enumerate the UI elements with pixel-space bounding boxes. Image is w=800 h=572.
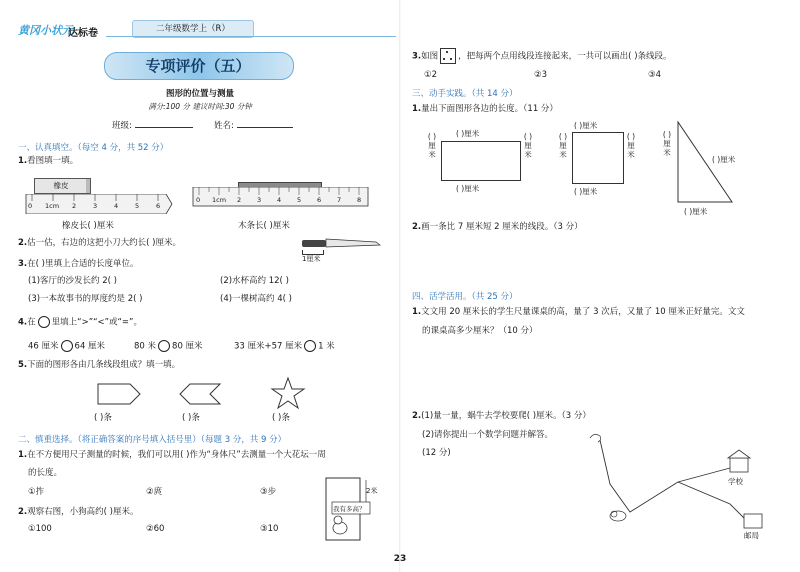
school-label: 学校 bbox=[728, 477, 743, 486]
s1-q5: 5.下面的图形各由几条线段组成？填一填。 bbox=[18, 360, 181, 370]
s2-q1-opt1[interactable]: ①拃 bbox=[28, 487, 45, 497]
rectangle-shape bbox=[441, 141, 521, 181]
s4-q1-line2: 的课桌高多少厘米？（10 分） bbox=[422, 326, 538, 336]
s1-q3-item2[interactable]: (2)水杯高约 12( ) bbox=[220, 276, 289, 286]
s2-q2-opt1[interactable]: ①100 bbox=[28, 524, 52, 534]
compare-circle[interactable] bbox=[304, 340, 316, 352]
square-shape bbox=[572, 132, 624, 184]
section4-title: 四、活学活用。（共 25 分） bbox=[412, 292, 518, 302]
class-field[interactable]: 班级: bbox=[112, 119, 196, 132]
s1-q3-item3[interactable]: (3)一本故事书的厚度约是 2( ) bbox=[28, 294, 143, 304]
s2-q2: 2.观察右图，小狗高约( )厘米。 bbox=[18, 507, 139, 517]
rect-left-label[interactable]: ( )厘米 bbox=[427, 132, 437, 159]
pencil-body bbox=[86, 178, 91, 194]
square-bottom-label[interactable]: ( )厘米 bbox=[574, 187, 598, 196]
square-top-label[interactable]: ( )厘米 bbox=[574, 121, 598, 130]
s4-q2-line2: (2)请你提出一个数学问题并解答。 bbox=[422, 430, 554, 440]
time-meta: 满分:100 分 建议时间:30 分钟 bbox=[148, 102, 252, 111]
wall-height-label: 2米 bbox=[366, 487, 378, 495]
rect-right-label[interactable]: ( )厘米 bbox=[523, 132, 533, 159]
s2-q3-opt1[interactable]: ①2 bbox=[424, 70, 438, 80]
s2-q3: 3.如图 ，把每两个点用线段连接起来，一共可以画出( )条线段。 bbox=[412, 48, 672, 64]
s4-q2-line3: (12 分) bbox=[422, 448, 451, 458]
compare-circle[interactable] bbox=[158, 340, 170, 352]
s1-q3-item1[interactable]: (1)客厅的沙发长约 2( ) bbox=[28, 276, 117, 286]
page-number: 23 bbox=[393, 554, 407, 564]
shape3-answer[interactable]: ( )条 bbox=[272, 413, 290, 423]
banner-title: 专项评价（五） bbox=[145, 57, 251, 75]
name-field[interactable]: 姓名: bbox=[214, 119, 296, 132]
section2-title: 二、慎重选择。（将正确答案的序号填入括号里）（每题 3 分，共 9 分） bbox=[18, 435, 287, 445]
s2-q3-opt3[interactable]: ③4 bbox=[648, 70, 662, 80]
eraser: 橡皮 bbox=[34, 178, 88, 194]
series-label: 达标卷 bbox=[68, 28, 98, 39]
compare-item-1[interactable]: 46 厘米 64 厘米 bbox=[28, 341, 106, 352]
shapes-figure bbox=[90, 376, 320, 412]
s4-q2-line1[interactable]: 2.(1)量一量，蜗牛去学校要爬( )厘米。（3 分） bbox=[412, 411, 591, 421]
post-office-label: 邮局 bbox=[744, 531, 759, 540]
page-fold bbox=[399, 0, 401, 572]
s3-q2: 2.画一条比 7 厘米短 2 厘米的线段。（3 分） bbox=[412, 222, 583, 232]
s2-q3-opt2[interactable]: ②3 bbox=[534, 70, 548, 80]
header-rule bbox=[106, 36, 396, 37]
tri-left-label[interactable]: ( )厘米 bbox=[662, 130, 672, 157]
s2-q1-line2: 的长度。 bbox=[28, 468, 63, 478]
s2-q2-opt2[interactable]: ②60 bbox=[146, 524, 165, 534]
s1-q4: 4.在 里填上“>”“<”或“=”。 bbox=[18, 317, 142, 328]
section1-title: 一、认真填空。（每空 4 分，共 52 分） bbox=[18, 143, 169, 153]
tri-bottom-label[interactable]: ( )厘米 bbox=[684, 207, 708, 216]
s2-q1-opt2[interactable]: ②庹 bbox=[146, 487, 163, 497]
subtitle: 图形的位置与测量 bbox=[165, 89, 234, 99]
knife-image bbox=[300, 236, 382, 250]
dog-sign: 我有多高？ bbox=[333, 505, 366, 513]
s2-q1-opt3[interactable]: ③步 bbox=[260, 487, 277, 497]
rect-bottom-label[interactable]: ( )厘米 bbox=[456, 184, 480, 193]
s1-q3: 3.在( )里填上合适的长度单位。 bbox=[18, 259, 139, 269]
shape1-answer[interactable]: ( )条 bbox=[94, 413, 112, 423]
tri-hyp-label[interactable]: ( )厘米 bbox=[712, 155, 736, 164]
square-left-label[interactable]: ( )厘米 bbox=[558, 132, 568, 159]
compare-item-2[interactable]: 80 米 80 厘米 bbox=[134, 341, 203, 352]
s2-q2-opt3[interactable]: ③10 bbox=[260, 524, 279, 534]
rect-top-label[interactable]: ( )厘米 bbox=[456, 129, 480, 138]
s1-q2: 2.估一估，右边的这把小刀大约长( )厘米。 bbox=[18, 238, 181, 248]
shape2-answer[interactable]: ( )条 bbox=[182, 413, 200, 423]
section3-title: 三、动手实践。（共 14 分） bbox=[412, 89, 518, 99]
square-right-label[interactable]: ( )厘米 bbox=[626, 132, 636, 159]
compare-item-3[interactable]: 33 厘米+57 厘米 1 米 bbox=[234, 341, 335, 352]
s1-q3-item4[interactable]: (4)一棵树高约 4( ) bbox=[220, 294, 292, 304]
brand-logo: 黄冈小状元 bbox=[18, 24, 73, 37]
s3-q1: 1.量出下面图形各边的长度。（11 分） bbox=[412, 104, 558, 114]
one-cm-label: 1厘米 bbox=[302, 255, 321, 263]
s4-q1-line1: 1.文文用 20 厘米长的学生尺量课桌的高，量了 3 次后，又量了 10 厘米正好量完。文文 bbox=[412, 307, 745, 317]
s2-q1-line1: 1.在不方便用尺子测量的时候，我们可以用( )作为“身体尺”去测量一个大花坛一周 bbox=[18, 450, 326, 460]
dots-figure bbox=[440, 48, 456, 64]
wood-length-answer[interactable]: 木条长( )厘米 bbox=[238, 221, 290, 231]
grade-tab: 二年级数学上（R） bbox=[132, 20, 254, 38]
eraser-length-answer[interactable]: 橡皮长( )厘米 bbox=[62, 221, 114, 231]
compare-circle[interactable] bbox=[61, 340, 73, 352]
s1-q1: 1.看图填一填。 bbox=[18, 156, 79, 166]
